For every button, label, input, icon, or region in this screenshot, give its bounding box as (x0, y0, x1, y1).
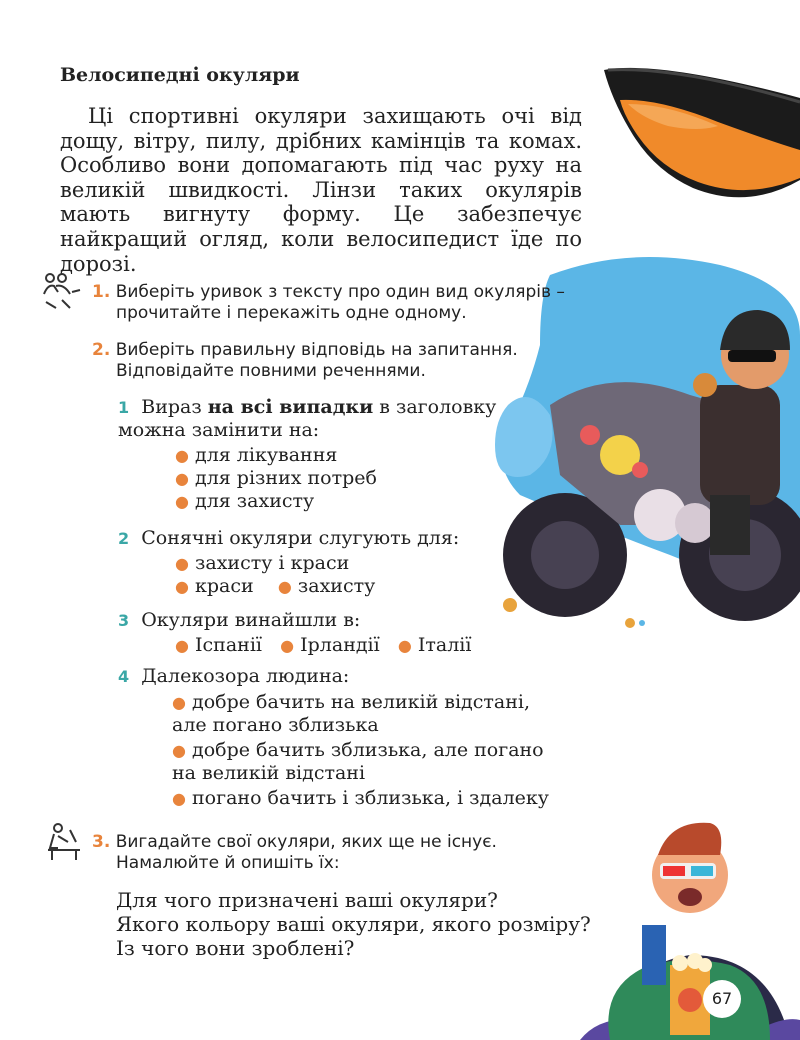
question-3 (118, 609, 360, 632)
list-item[interactable] (175, 467, 377, 490)
option-text: краси (195, 575, 254, 597)
bullet-icon: ● (277, 577, 292, 596)
question-4-number: 4 (118, 667, 130, 686)
list-item[interactable] (175, 444, 377, 467)
task-3 (92, 832, 562, 874)
bullet-icon: ● (172, 789, 186, 808)
list-item[interactable] (172, 739, 592, 784)
bullet-icon: ● (397, 636, 412, 655)
option-text-cont: на великій відстані (172, 762, 366, 784)
question-4-text: Далекозора людина: (141, 665, 350, 687)
writing-at-desk-icon (44, 822, 84, 862)
sunglasses-illustration (598, 60, 800, 210)
option-text: Італії (417, 634, 472, 656)
task-1-number: 1. (92, 282, 111, 302)
question-2-number: 2 (118, 529, 130, 548)
prompt-line: Для чого призначені ваші окуляри? (116, 888, 498, 912)
list-item[interactable] (175, 552, 375, 575)
task-2 (92, 340, 562, 382)
task-1-line-2: прочитайте і перекажіть одне одному. (116, 303, 467, 323)
question-1-text-post: в заголовку (373, 396, 497, 418)
section-title: Велосипедні окуляри (60, 64, 300, 86)
prompt-line: Із чого вони зроблені? (116, 936, 355, 960)
bullet-icon: ● (280, 636, 295, 655)
question-4 (118, 665, 349, 688)
bullet-icon: ● (175, 492, 189, 511)
bullet-icon: ● (175, 577, 189, 596)
list-item[interactable] (172, 787, 592, 810)
option-text: добре бачить на великій відстані, (192, 691, 531, 713)
task-1-line-1: Виберіть уривок з тексту про один вид окулярів – (115, 282, 565, 302)
bullet-icon: ● (172, 693, 186, 712)
page-number: 67 (703, 980, 741, 1018)
list-item[interactable] (398, 634, 472, 656)
task-3-line-1: Вигадайте свої окуляри, яких ще не існує. (115, 832, 497, 852)
question-2-text: Сонячні окуляри слугують для: (141, 527, 460, 549)
option-text: для лікування (195, 444, 338, 466)
task-3-number: 3. (92, 832, 111, 852)
question-1-line-2: можна замінити на: (118, 419, 320, 441)
bullet-icon: ● (175, 636, 189, 655)
prompt-line: Якого кольору ваші окуляри, якого розміру? (116, 912, 591, 936)
pair-reading-icon (42, 272, 82, 312)
list-item[interactable] (175, 575, 254, 597)
bullet-icon: ● (175, 446, 189, 465)
option-text: для захисту (195, 490, 315, 512)
question-3-text: Окуляри винайшли в: (141, 609, 361, 631)
task-1 (92, 282, 602, 324)
intro-text: Ці спортивні окуляри захищають очі від дощу, вітру, пилу, дрібних камінців та комах. Особливо вони допомагають під час руху на великій швидкості. Лінзи таких окулярів мають вигнуту форму. Це забезпечує найкращий огляд, коли велосипедист їде по дорозі. (60, 104, 582, 276)
question-1-text-pre: Вираз (141, 396, 208, 418)
cinema-viewer-illustration (580, 815, 800, 1040)
list-item[interactable] (175, 634, 262, 656)
list-item[interactable] (278, 575, 375, 597)
option-text: для різних потреб (195, 467, 377, 489)
question-3-number: 3 (118, 611, 130, 630)
question-4-options (172, 691, 592, 810)
question-1 (118, 396, 538, 441)
bullet-icon: ● (172, 741, 186, 760)
option-text: погано бачить і зблизька, і здалеку (192, 787, 549, 809)
option-text: Іспанії (195, 634, 262, 656)
task-3-prompts (116, 888, 591, 960)
question-3-options (175, 634, 471, 657)
bullet-icon: ● (175, 469, 189, 488)
list-item[interactable] (172, 691, 592, 736)
list-item[interactable] (175, 490, 377, 513)
task-2-line-1: Виберіть правильну відповідь на запитання. (115, 340, 518, 360)
list-item[interactable] (280, 634, 380, 656)
option-text: захисту (297, 575, 376, 597)
question-2 (118, 527, 459, 550)
option-text: захисту і краси (195, 552, 350, 574)
task-2-number: 2. (92, 340, 111, 360)
question-1-options (175, 444, 377, 513)
bullet-icon: ● (175, 554, 189, 573)
intro-paragraph (60, 104, 582, 276)
option-text: Ірландії (300, 634, 380, 656)
question-2-options (175, 552, 375, 598)
question-1-text-bold: на всі випадки (207, 396, 374, 418)
question-1-number: 1 (118, 398, 130, 417)
option-text-cont: але погано зблизька (172, 714, 379, 736)
task-2-line-2: Відповідайте повними реченнями. (116, 361, 426, 381)
task-3-line-2: Намалюйте й опишіть їх: (116, 853, 340, 873)
option-text: добре бачить зблизька, але погано (192, 739, 544, 761)
